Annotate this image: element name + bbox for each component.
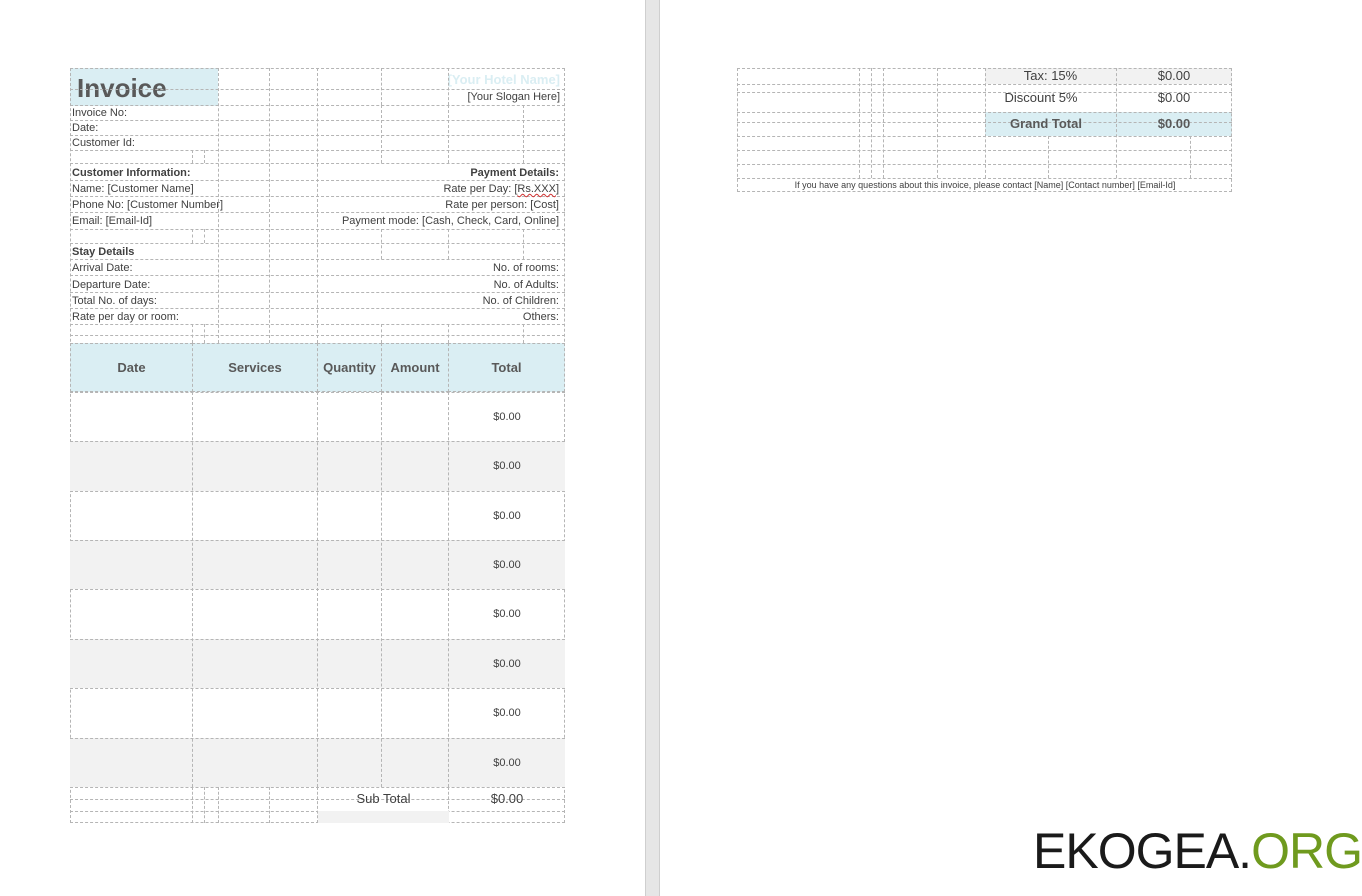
grid-vline xyxy=(1048,136,1049,178)
customer-phone[interactable]: Phone No: [Customer Number] xyxy=(72,199,224,211)
col-header-amount: Amount xyxy=(381,343,449,392)
hotel-slogan[interactable]: [Your Slogan Here] xyxy=(467,91,560,103)
row-total: $0.00 xyxy=(493,510,521,522)
row-total: $0.00 xyxy=(493,707,521,719)
grand-total-value: $0.00 xyxy=(1157,116,1191,131)
row-total: $0.00 xyxy=(493,757,521,769)
grid-vline xyxy=(1190,136,1191,178)
grid-vline xyxy=(317,392,318,787)
col-header-services: Services xyxy=(192,343,318,392)
grid-vline xyxy=(204,229,205,243)
date-label: Date: xyxy=(72,122,99,134)
grand-total-label: Grand Total xyxy=(1010,116,1082,131)
row-total: $0.00 xyxy=(493,411,521,423)
grid-vline xyxy=(269,68,270,343)
discount-value: $0.00 xyxy=(1157,90,1191,105)
grid-vline xyxy=(269,787,270,823)
row-total: $0.00 xyxy=(493,658,521,670)
departure-date-label: Departure Date: xyxy=(72,279,151,291)
customer-name[interactable]: Name: [Customer Name] xyxy=(72,183,194,195)
footer-note: If you have any questions about this invoice, please contact [Name] [Contact number] [Email-Id] xyxy=(794,180,1176,190)
hotel-name[interactable]: [Your Hotel Name] xyxy=(447,72,560,87)
children-label: No. of Children: xyxy=(482,295,559,307)
col-header-quantity: Quantity xyxy=(317,343,382,392)
grid-vline xyxy=(523,105,524,163)
grid-vline xyxy=(448,105,449,163)
subtotal-label: Sub Total xyxy=(356,791,411,806)
tax-label: Tax: 15% xyxy=(1023,68,1078,83)
grid-vline xyxy=(204,324,205,343)
rate-per-person[interactable]: Rate per person: [Cost] xyxy=(445,199,559,211)
grid-vline xyxy=(381,392,382,787)
subtotal-value: $0.00 xyxy=(490,791,524,806)
total-days-label: Total No. of days: xyxy=(72,295,157,307)
grid-vline xyxy=(192,392,193,787)
grid-vline xyxy=(937,68,938,178)
payment-details-heading: Payment Details: xyxy=(470,167,559,179)
grid-vline xyxy=(317,68,318,343)
grid-vline xyxy=(883,68,884,178)
grid-vline xyxy=(871,68,872,178)
grid-vline xyxy=(859,68,860,178)
grid-vline xyxy=(381,68,382,105)
grid-vline xyxy=(381,229,382,259)
grid-vline xyxy=(192,787,193,823)
grid-vline xyxy=(523,324,524,343)
customer-info-heading: Customer Information: xyxy=(72,167,191,179)
col-header-total: Total xyxy=(448,343,565,392)
grid-vline xyxy=(192,150,193,163)
rate-per-room-label: Rate per day or room: xyxy=(72,311,179,323)
ekogea-logo xyxy=(1033,823,1362,879)
grid-vline xyxy=(448,229,449,259)
grid-vline xyxy=(523,229,524,259)
customer-id-label: Customer Id: xyxy=(72,137,135,149)
rate-per-day[interactable] xyxy=(443,184,559,195)
stay-details-heading: Stay Details xyxy=(72,246,135,258)
discount-label: Discount 5% xyxy=(1004,90,1078,105)
invoice-title: Invoice xyxy=(77,73,167,103)
rooms-label: No. of rooms: xyxy=(492,262,559,274)
page-gutter xyxy=(645,0,660,896)
grid-vline xyxy=(448,68,449,105)
row-total: $0.00 xyxy=(493,460,521,472)
grid-hline xyxy=(737,178,1232,179)
arrival-date-label: Arrival Date: xyxy=(72,262,133,274)
logo-part-1: EKOGEA. xyxy=(1033,823,1252,879)
grid-vline xyxy=(448,392,449,787)
invoice-no-label: Invoice No: xyxy=(72,107,128,119)
adults-label: No. of Adults: xyxy=(493,279,559,291)
grid-vline xyxy=(204,150,205,163)
grid-vline xyxy=(448,324,449,343)
subtotal-shade xyxy=(318,811,449,823)
grid-vline xyxy=(192,229,193,243)
tax-value: $0.00 xyxy=(1157,68,1191,83)
rate-per-day-value: Rs.XXX xyxy=(517,183,556,195)
customer-email[interactable]: Email: [Email-Id] xyxy=(72,215,153,227)
row-total: $0.00 xyxy=(493,608,521,620)
rate-per-day-label: Rate per Day: [ xyxy=(443,183,518,195)
payment-mode[interactable]: Payment mode: [Cash, Check, Card, Online] xyxy=(341,215,559,227)
grid-vline xyxy=(204,787,205,823)
grid-vline xyxy=(192,324,193,343)
grid-vline xyxy=(381,324,382,343)
row-total: $0.00 xyxy=(493,559,521,571)
col-header-date: Date xyxy=(70,343,193,392)
logo-part-2: ORG xyxy=(1251,823,1362,879)
others-label: Others: xyxy=(522,311,559,323)
rate-per-day-end: ] xyxy=(555,183,559,195)
grid-vline xyxy=(381,105,382,163)
grid-vline xyxy=(218,787,219,823)
